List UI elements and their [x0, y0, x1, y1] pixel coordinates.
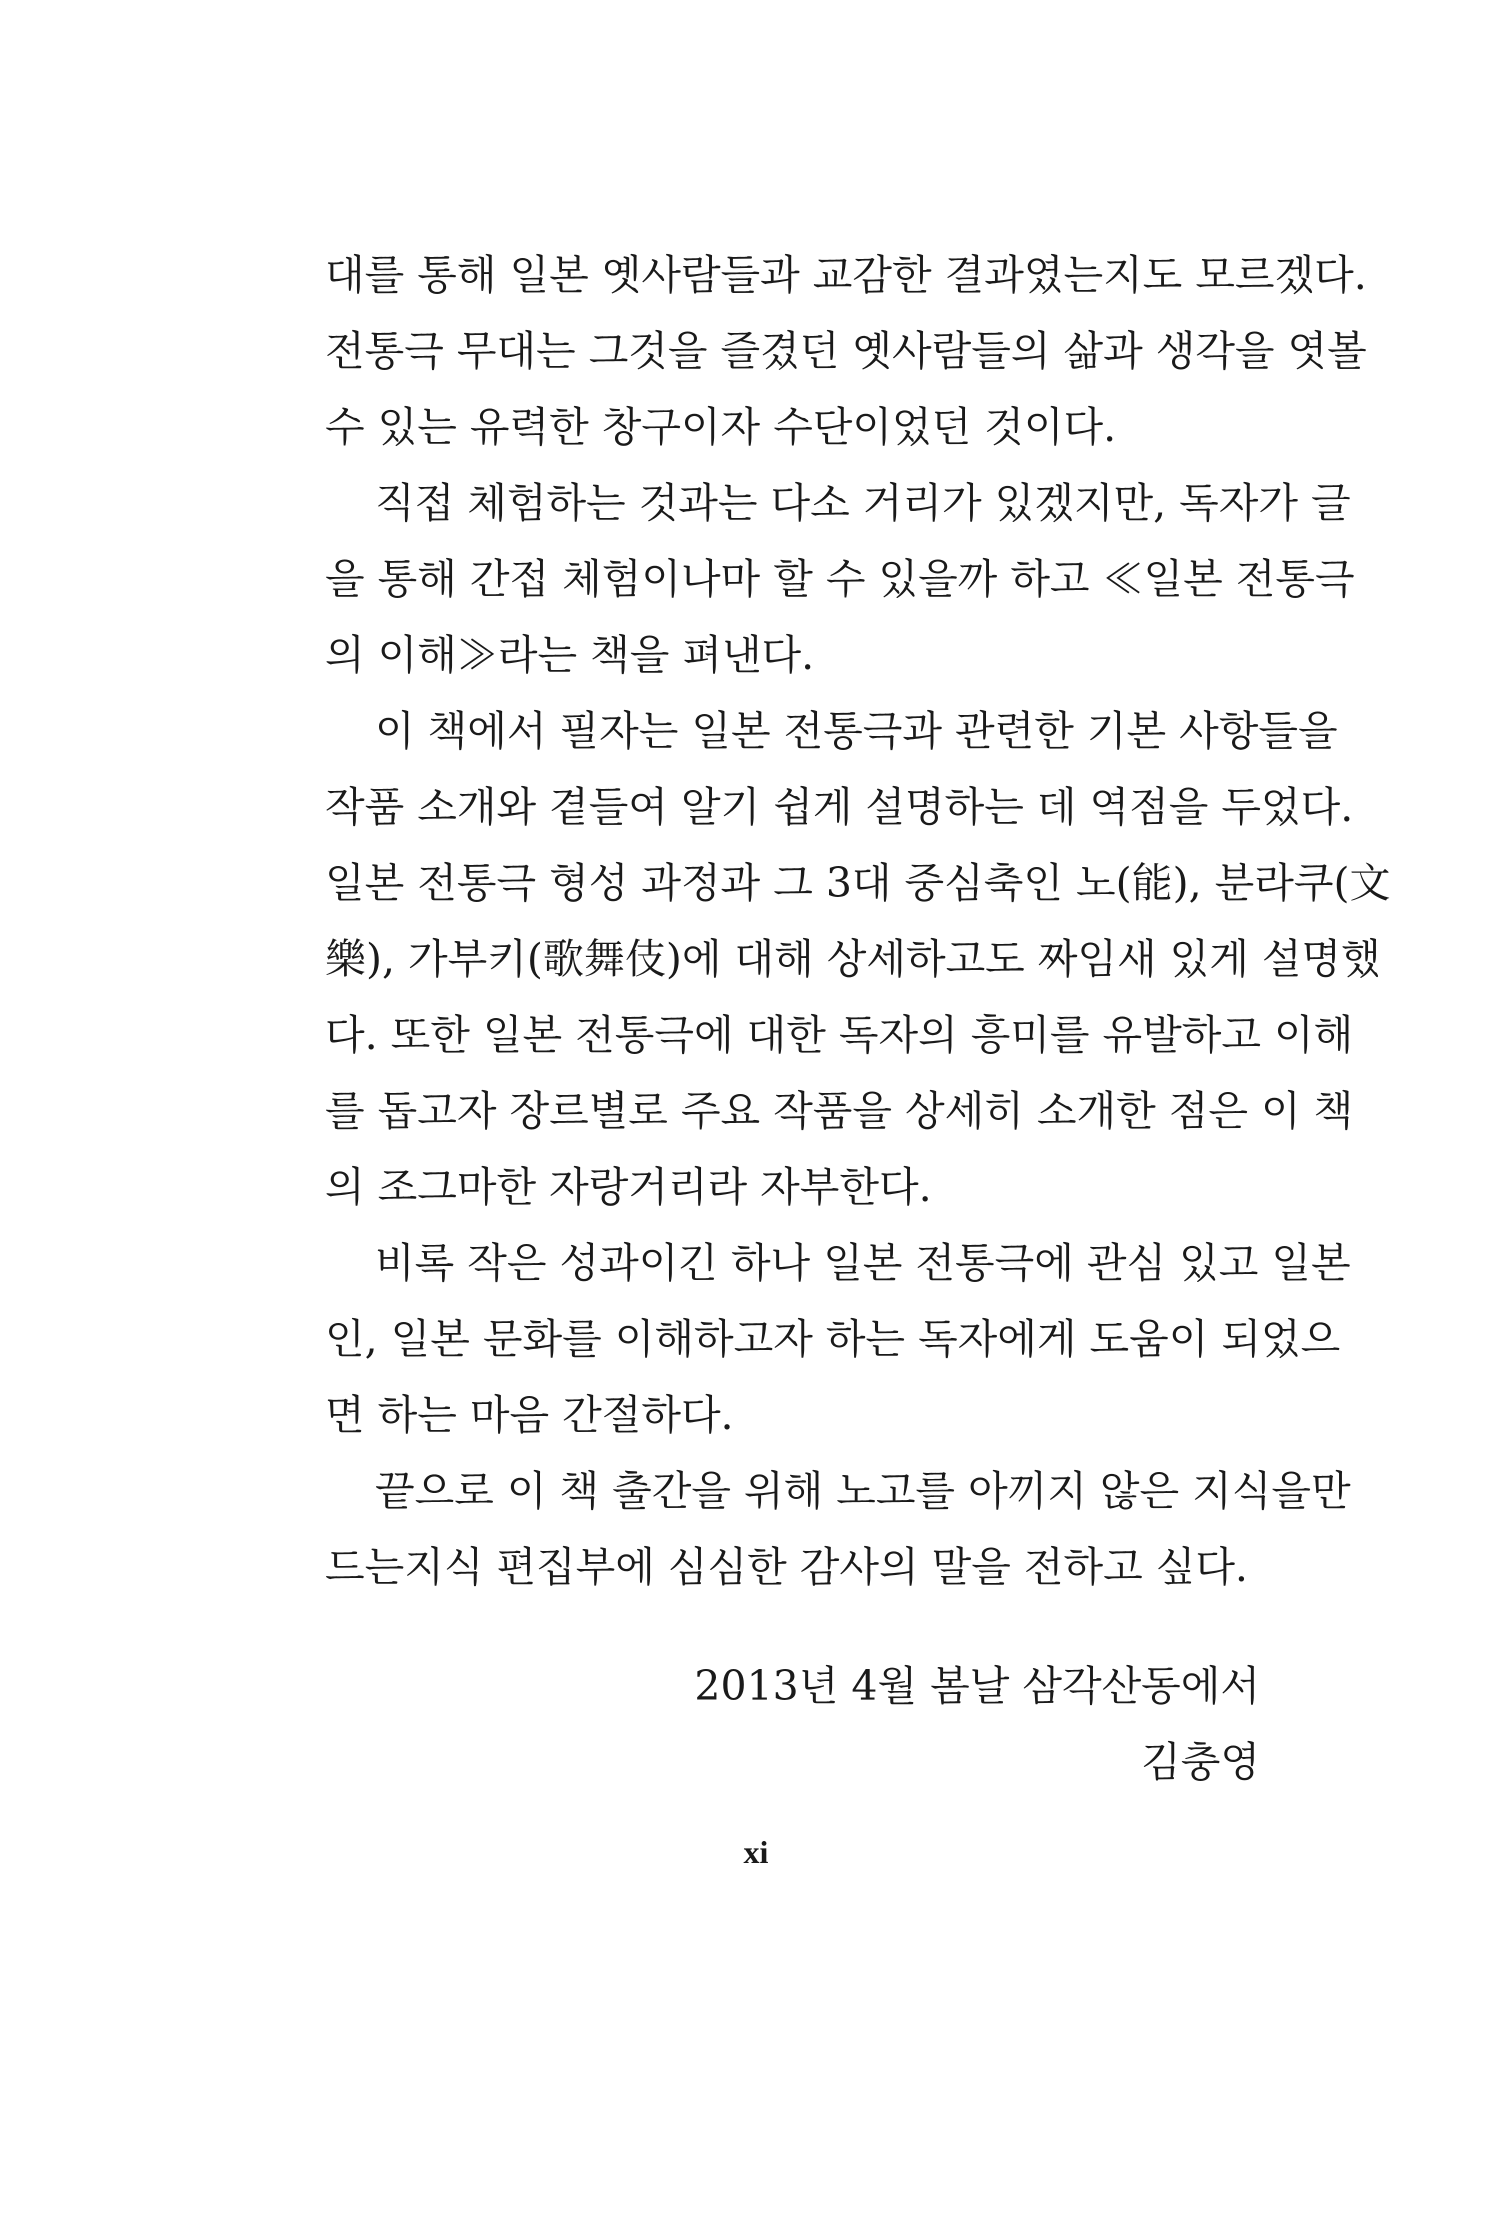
paragraph-4-line-1: 비록 작은 성과이긴 하나 일본 전통극에 관심 있고 일본 — [375, 1239, 1351, 1287]
paragraph-2-line-1: 직접 체험하는 것과는 다소 거리가 있겠지만, 독자가 글 — [375, 479, 1351, 527]
paragraph-2-line-3: 의 이해≫라는 책을 펴낸다. — [325, 631, 815, 679]
paragraph-1-line-3: 수 있는 유력한 창구이자 수단이었던 것이다. — [325, 403, 1117, 451]
paragraph-5-line-2: 드는지식 편집부에 심심한 감사의 말을 전하고 싶다. — [325, 1543, 1248, 1591]
paragraph-3-line-5: 다. 또한 일본 전통극에 대한 독자의 흥미를 유발하고 이해 — [325, 1011, 1354, 1059]
paragraph-3-line-1: 이 책에서 필자는 일본 전통극과 관련한 기본 사항들을 — [375, 707, 1338, 755]
paragraph-3-line-3: 일본 전통극 형성 과정과 그 3대 중심축인 노(能), 분라쿠(文 — [325, 859, 1391, 907]
paragraph-4-line-2: 인, 일본 문화를 이해하고자 하는 독자에게 도움이 되었으 — [325, 1315, 1341, 1363]
paragraph-3-line-2: 작품 소개와 곁들여 알기 쉽게 설명하는 데 역점을 두었다. — [325, 783, 1354, 831]
paragraph-3-line-6: 를 돕고자 장르별로 주요 작품을 상세히 소개한 점은 이 책 — [325, 1087, 1354, 1135]
paragraph-2-line-2: 을 통해 간접 체험이나마 할 수 있을까 하고 ≪일본 전통극 — [325, 555, 1355, 603]
page-number: xi — [743, 1834, 769, 1870]
paragraph-3-line-7: 의 조그마한 자랑거리라 자부한다. — [325, 1163, 932, 1211]
paragraph-4-line-3: 면 하는 마음 간절하다. — [325, 1391, 734, 1439]
signature-author: 김충영 — [1141, 1738, 1260, 1786]
signature-date-place: 2013년 4월 봄날 삼각산동에서 — [694, 1662, 1260, 1710]
paragraph-5-line-1: 끝으로 이 책 출간을 위해 노고를 아끼지 않은 지식을만 — [375, 1467, 1351, 1515]
paragraph-1-line-1: 대를 통해 일본 옛사람들과 교감한 결과였는지도 모르겠다. — [325, 251, 1367, 299]
paragraph-1-line-2: 전통극 무대는 그것을 즐겼던 옛사람들의 삶과 생각을 엿볼 — [325, 327, 1367, 375]
paragraph-3-line-4: 樂), 가부키(歌舞伎)에 대해 상세하고도 짜임새 있게 설명했 — [325, 935, 1381, 983]
